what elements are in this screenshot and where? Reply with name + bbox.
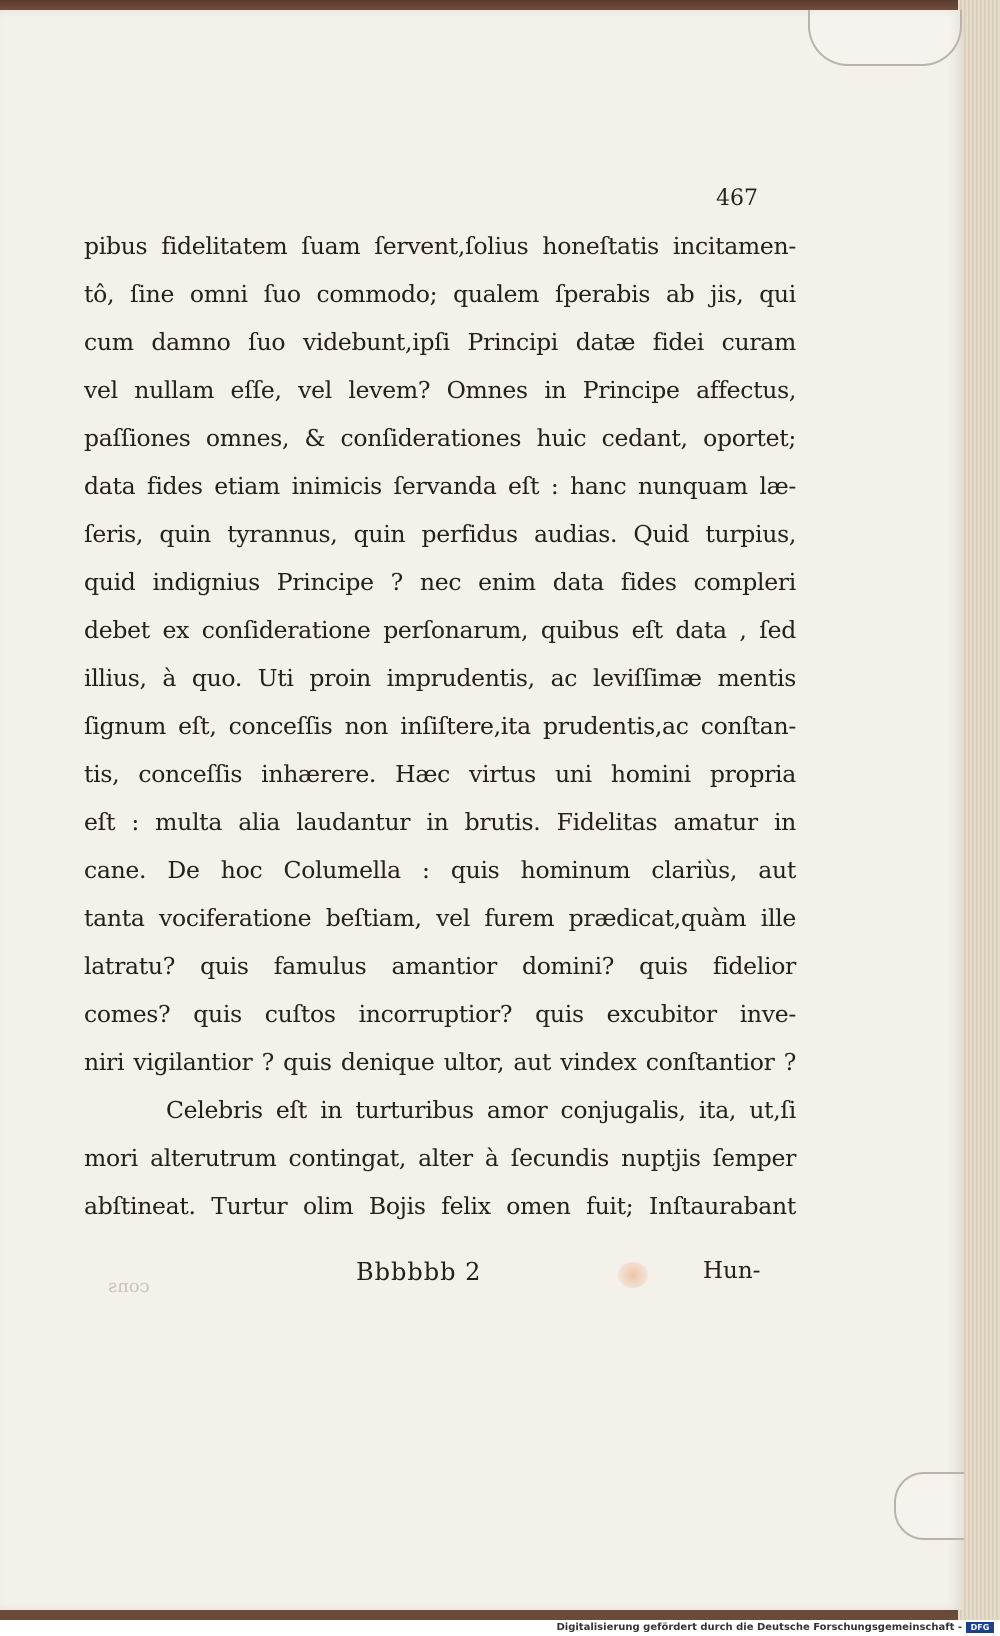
clip-outline-top xyxy=(808,10,962,66)
text-line: pibus fidelitatem ſuam ſervent,ſolius honeſtatis incitamen- xyxy=(84,232,796,260)
text-block xyxy=(84,222,796,1230)
text-line: data fides etiam inimicis ſervanda eſt : hanc nunquam læ- xyxy=(84,472,796,500)
signature-mark: Bbbbbb 2 xyxy=(356,1258,482,1286)
book-page xyxy=(0,10,962,1610)
text-line: latratu? quis famulus amantior domini? quis fidelior xyxy=(84,952,796,980)
text-line: paſſiones omnes, & conſiderationes huic cedant, oportet; xyxy=(84,424,796,452)
text-line: Celebris eſt in turturibus amor conjugalis, ita, ut,ſi xyxy=(166,1096,796,1124)
text-line: illius, à quo. Uti proin imprudentis, ac leviſſimæ mentis xyxy=(84,664,796,692)
bleed-through-text: cons xyxy=(108,1276,150,1297)
clip-outline-bottom xyxy=(894,1472,964,1540)
text-line: vel nullam eſſe, vel levem? Omnes in Principe affectus, xyxy=(84,376,796,404)
text-line: quid indignius Principe ? nec enim data fides compleri xyxy=(84,568,796,596)
text-line: eſt : multa alia laudantur in brutis. Fidelitas amatur in xyxy=(84,808,796,836)
catchword: Hun- xyxy=(703,1258,761,1284)
text-line: cane. De hoc Columella : quis hominum clariùs, aut xyxy=(84,856,796,884)
text-line: niri vigilantior ? quis denique ultor, aut vindex conſtantior ? xyxy=(84,1048,796,1076)
text-line: ſignum eſt, conceſſis non inſiſtere,ita prudentis,ac conſtan- xyxy=(84,712,796,740)
text-line: tanta vociferatione beſtiam, vel furem prædicat,quàm ille xyxy=(84,904,796,932)
digitization-credit: Digitalisierung gefördert durch die Deutsche Forschungsgemeinschaft - xyxy=(556,1622,962,1633)
text-line: abſtineat. Turtur olim Bojis felix omen fuit; Inſtaurabant xyxy=(84,1192,796,1220)
text-line: ſeris, quin tyrannus, quin perfidus audias. Quid turpius, xyxy=(84,520,796,548)
text-line: comes? quis cuſtos incorruptior? quis excubitor inve- xyxy=(84,1000,796,1028)
text-line: cum damno ſuo videbunt,ipſi Principi datæ fidei curam xyxy=(84,328,796,356)
page-number: 467 xyxy=(716,186,758,211)
dfg-logo: DFG xyxy=(966,1622,994,1633)
text-line: tô, ſine omni ſuo commodo; qualem ſperabis ab jis, qui xyxy=(84,280,796,308)
text-line: mori alterutrum contingat, alter à ſecundis nuptjis ſemper xyxy=(84,1144,796,1172)
text-line: debet ex conſideratione perſonarum, quibus eſt data , ſed xyxy=(84,616,796,644)
page-edge-stack xyxy=(958,0,1000,1620)
paper-stain xyxy=(618,1262,648,1288)
text-line: tis, conceſſis inhærere. Hæc virtus uni homini propria xyxy=(84,760,796,788)
